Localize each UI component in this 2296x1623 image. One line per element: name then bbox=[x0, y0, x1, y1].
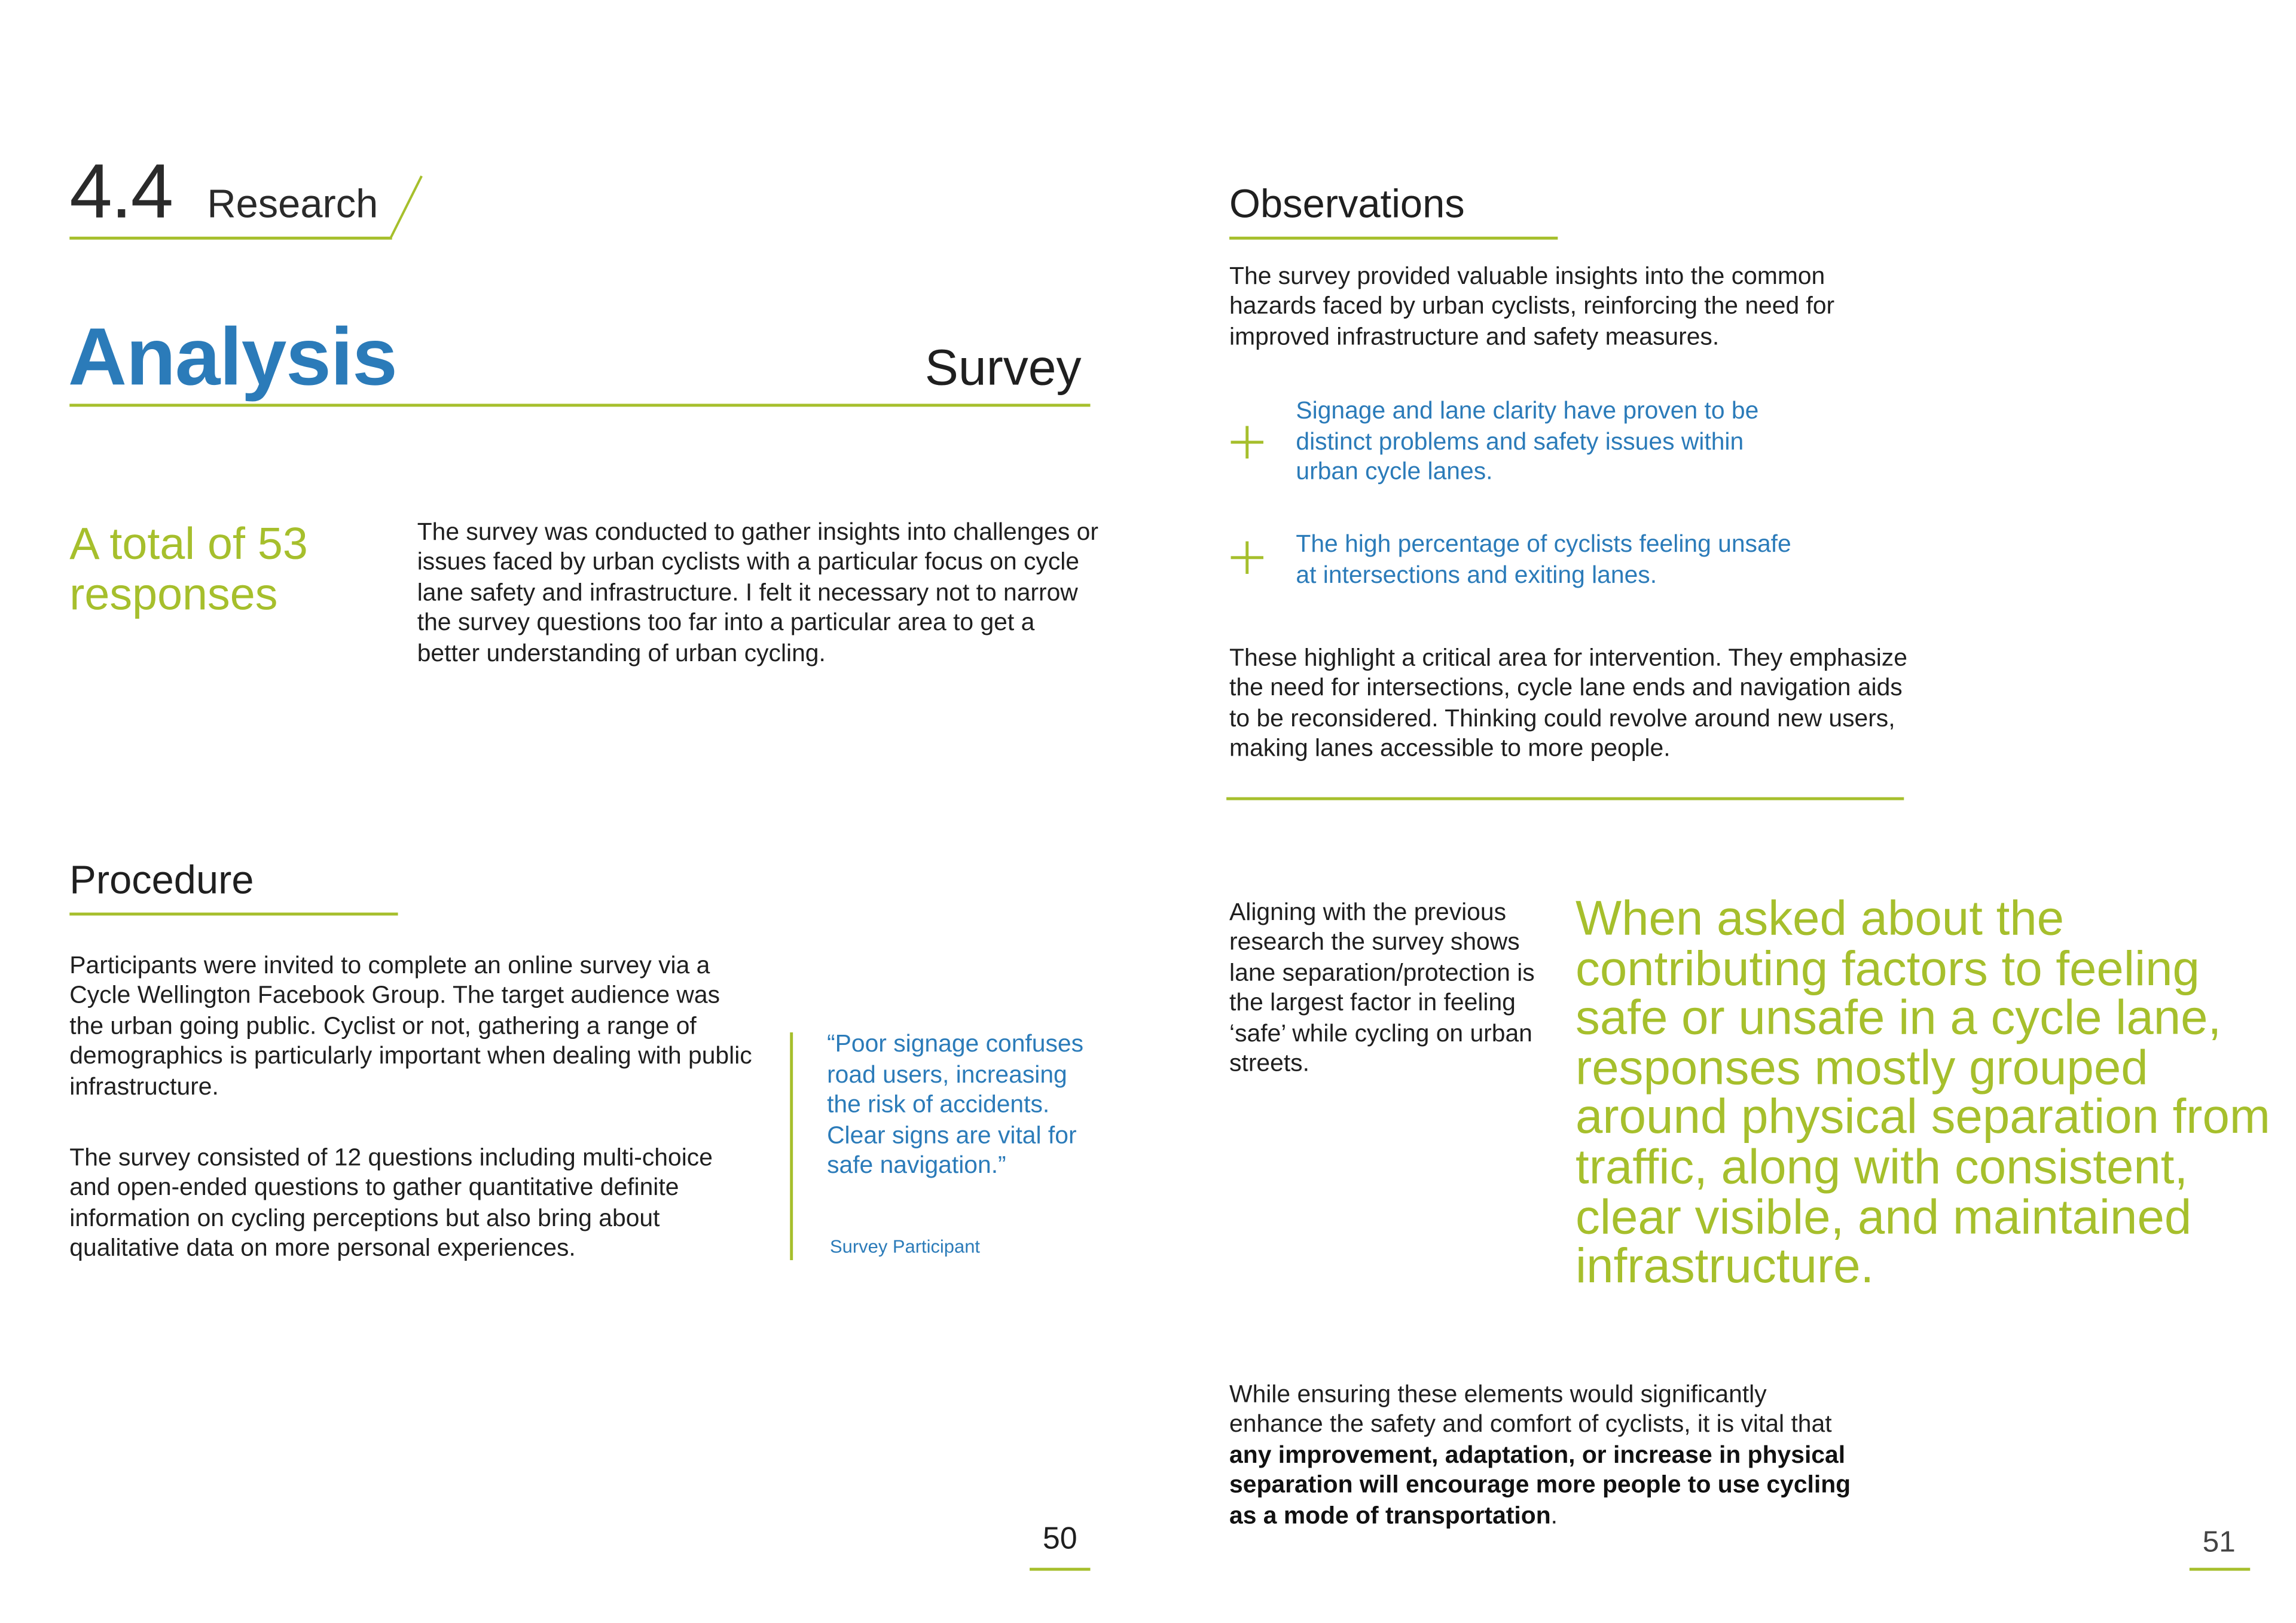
section-name: Research bbox=[207, 182, 378, 227]
aligning-paragraph: Aligning with the previous research the survey shows lane separation/protection is the largest factor in feeling ‘safe’ while cycling on urban streets. bbox=[1229, 899, 1535, 1077]
header-slash-ornament bbox=[387, 175, 423, 240]
intro-paragraph: The survey was conducted to gather insights into challenges or issues faced by urban cyclists with a particular focus on cycle lane safety and infrastructure. I felt it necessary not to narrow the survey questions too far into a particular area to get a better understanding of urban cycling. bbox=[417, 519, 1098, 667]
plus-icon bbox=[1231, 426, 1263, 459]
observations-intro: The survey provided valuable insights into the common hazards faced by urban cyclists, reinforcing the need for improved infrastructure and safety measures. bbox=[1229, 263, 1835, 350]
pull-statement: When asked about the contributing factors to feeling safe or unsafe in a cycle lane, responses mostly grouped around physical separation from traffic, along with consistent, clear visible, and maintained infrastructure. bbox=[1576, 890, 2270, 1293]
observations-conclusion: These highlight a critical area for intervention. They emphasize the need for intersections, cycle lane ends and navigation aids to be reconsidered. Thinking could revolve around new users, making lanes accessible to more people. bbox=[1229, 644, 1907, 762]
observations-rule bbox=[1229, 237, 1558, 239]
page-title: Analysis bbox=[68, 310, 397, 402]
procedure-paragraph-1: Participants were invited to complete an online survey via a Cycle Wellington Facebook Group. The target audience was the urban going public. Cyclist or not, gathering a range of demographics is particularly important when dealing with public infrastructure. bbox=[69, 952, 752, 1100]
observations-end-rule bbox=[1226, 797, 1904, 800]
closing-emphasis: any improvement, adaptation, or increase in physical separation will encourage more people to use cycling as a mode of transportation bbox=[1229, 1441, 1851, 1529]
observation-bullet-2: The high percentage of cyclists feeling unsafe at intersections and exiting lanes. bbox=[1296, 531, 1791, 588]
page-number-left: 50 bbox=[1042, 1521, 1077, 1556]
header-rule bbox=[69, 237, 392, 239]
participant-quote: “Poor signage confuses road users, increasing the risk of accidents. Clear signs are vital for safe navigation.” bbox=[827, 1031, 1084, 1179]
procedure-paragraph-2: The survey consisted of 12 questions including multi-choice and open-ended questions to gather quantitative definite information on cycling perceptions but also bring about qualitative data on more personal experiences. bbox=[69, 1145, 713, 1263]
page-number-rule-right bbox=[2190, 1568, 2250, 1570]
procedure-rule bbox=[69, 913, 398, 915]
page-subtitle: Survey bbox=[924, 340, 1082, 397]
closing-tail: . bbox=[1550, 1502, 1558, 1529]
closing-lead: While ensuring these elements would significantly enhance the safety and comfort of cyclists, it is vital that bbox=[1229, 1381, 1832, 1438]
quote-bar bbox=[790, 1032, 793, 1260]
title-rule bbox=[69, 404, 1090, 406]
observations-heading: Observations bbox=[1229, 182, 1465, 227]
section-number: 4.4 bbox=[69, 149, 172, 236]
page-number-right: 51 bbox=[2202, 1526, 2236, 1559]
page-number-rule-left bbox=[1030, 1568, 1090, 1570]
quote-attribution: Survey Participant bbox=[830, 1236, 981, 1258]
observation-bullet-1: Signage and lane clarity have proven to be distinct problems and safety issues within urban cycle lanes. bbox=[1296, 398, 1759, 486]
responses-callout: A total of 53 responses bbox=[69, 519, 308, 619]
plus-icon bbox=[1231, 542, 1263, 574]
procedure-heading: Procedure bbox=[69, 858, 254, 903]
closing-paragraph bbox=[1229, 1380, 1851, 1530]
